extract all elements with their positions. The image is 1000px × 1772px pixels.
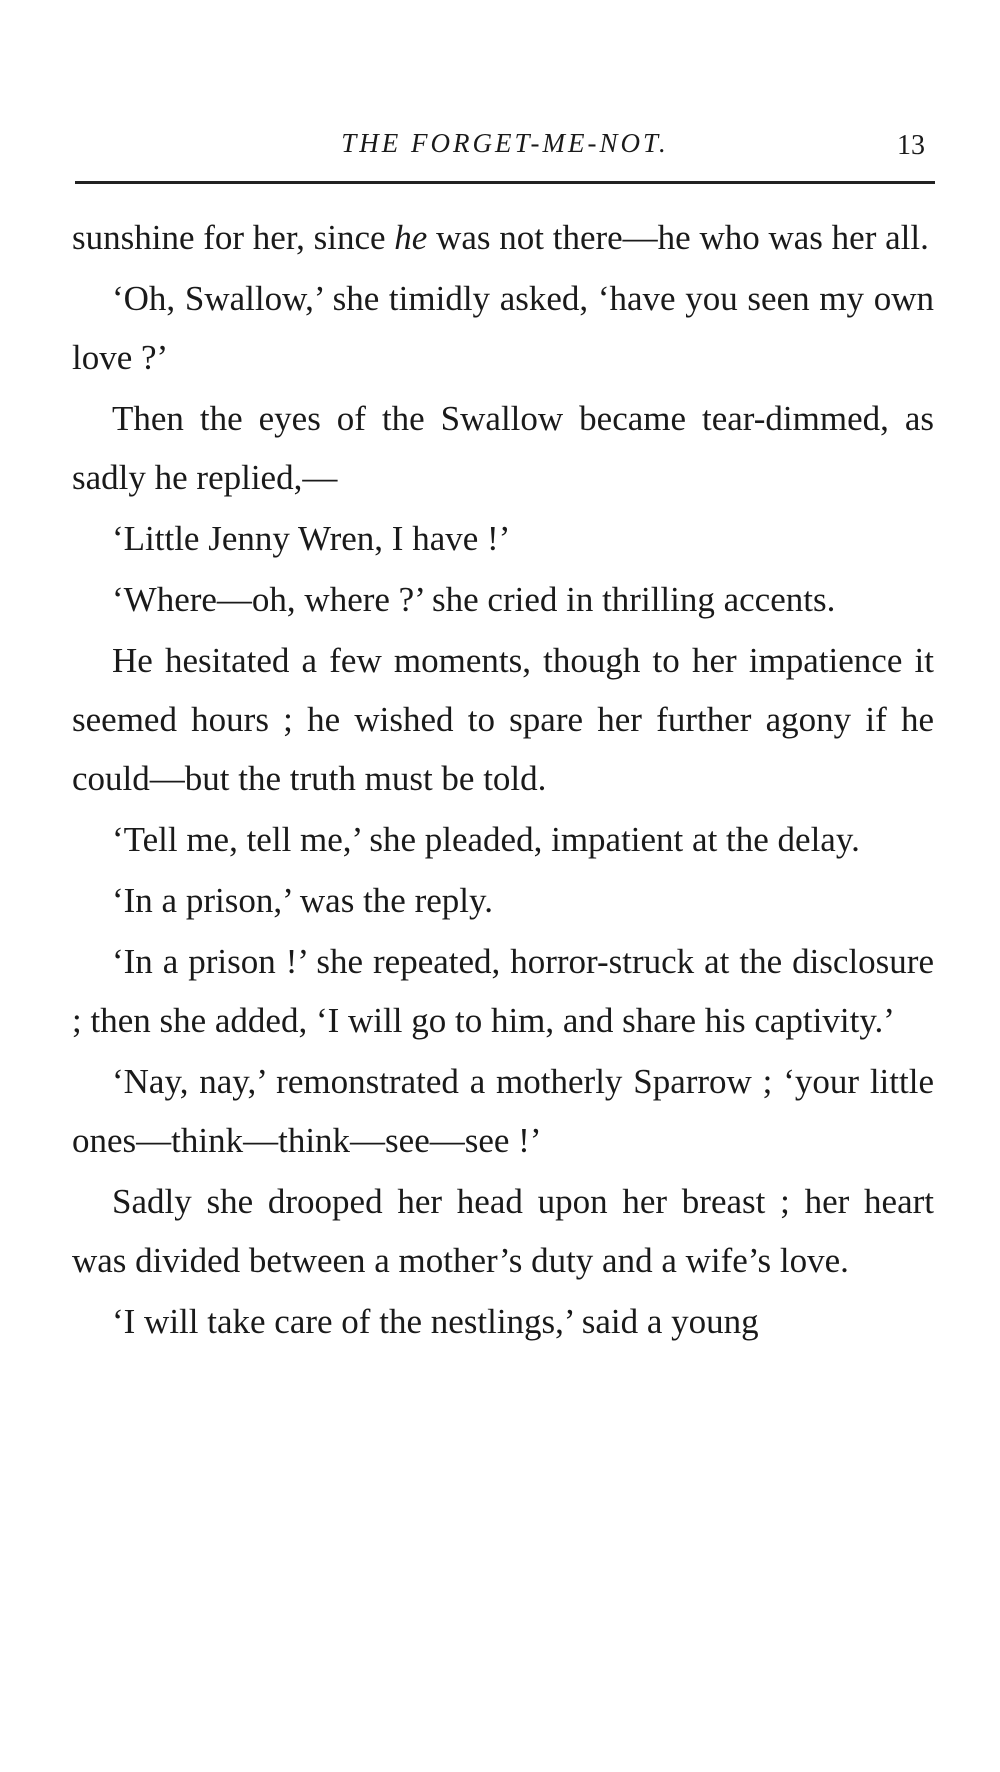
- paragraph: ‘Little Jenny Wren, I have !’: [112, 519, 511, 558]
- paragraph: sunshine for her, since he was not there—he who was her all.: [72, 218, 929, 257]
- running-title: THE FORGET-ME-NOT.: [341, 128, 669, 158]
- paragraph: ‘Tell me, tell me,’ she pleaded, impatient at the delay.: [112, 820, 860, 859]
- paragraph: ‘Where—oh, where ?’ she cried in thrilling accents.: [112, 580, 836, 619]
- paragraph: Then the eyes of the Swallow became tear-dimmed, as sadly he replied,—: [72, 399, 934, 497]
- paragraph: ‘Nay, nay,’ remonstrated a motherly Sparrow ; ‘your little ones—think—think—see—see !’: [72, 1062, 934, 1160]
- emphasized-word: he: [394, 218, 428, 257]
- body-text: [72, 208, 934, 1353]
- paragraph: ‘In a prison,’ was the reply.: [112, 881, 493, 920]
- paragraph: ‘I will take care of the nestlings,’ said a young: [112, 1302, 759, 1341]
- paragraph: ‘Oh, Swallow,’ she timidly asked, ‘have you seen my own love ?’: [72, 279, 934, 377]
- paragraph: He hesitated a few moments, though to her impatience it seemed hours ; he wished to spare her further agony if he could—but the truth must be told.: [72, 641, 934, 798]
- paragraph: Sadly she drooped her head upon her breast ; her heart was divided between a mother’s duty and a wife’s love.: [72, 1182, 934, 1280]
- header-rule: [75, 181, 935, 184]
- paragraph: ‘In a prison !’ she repeated, horror-struck at the disclosure ; then she added, ‘I will go to him, and share his captivity.’: [72, 942, 934, 1040]
- page-number: 13: [897, 130, 925, 161]
- running-head: [75, 128, 935, 168]
